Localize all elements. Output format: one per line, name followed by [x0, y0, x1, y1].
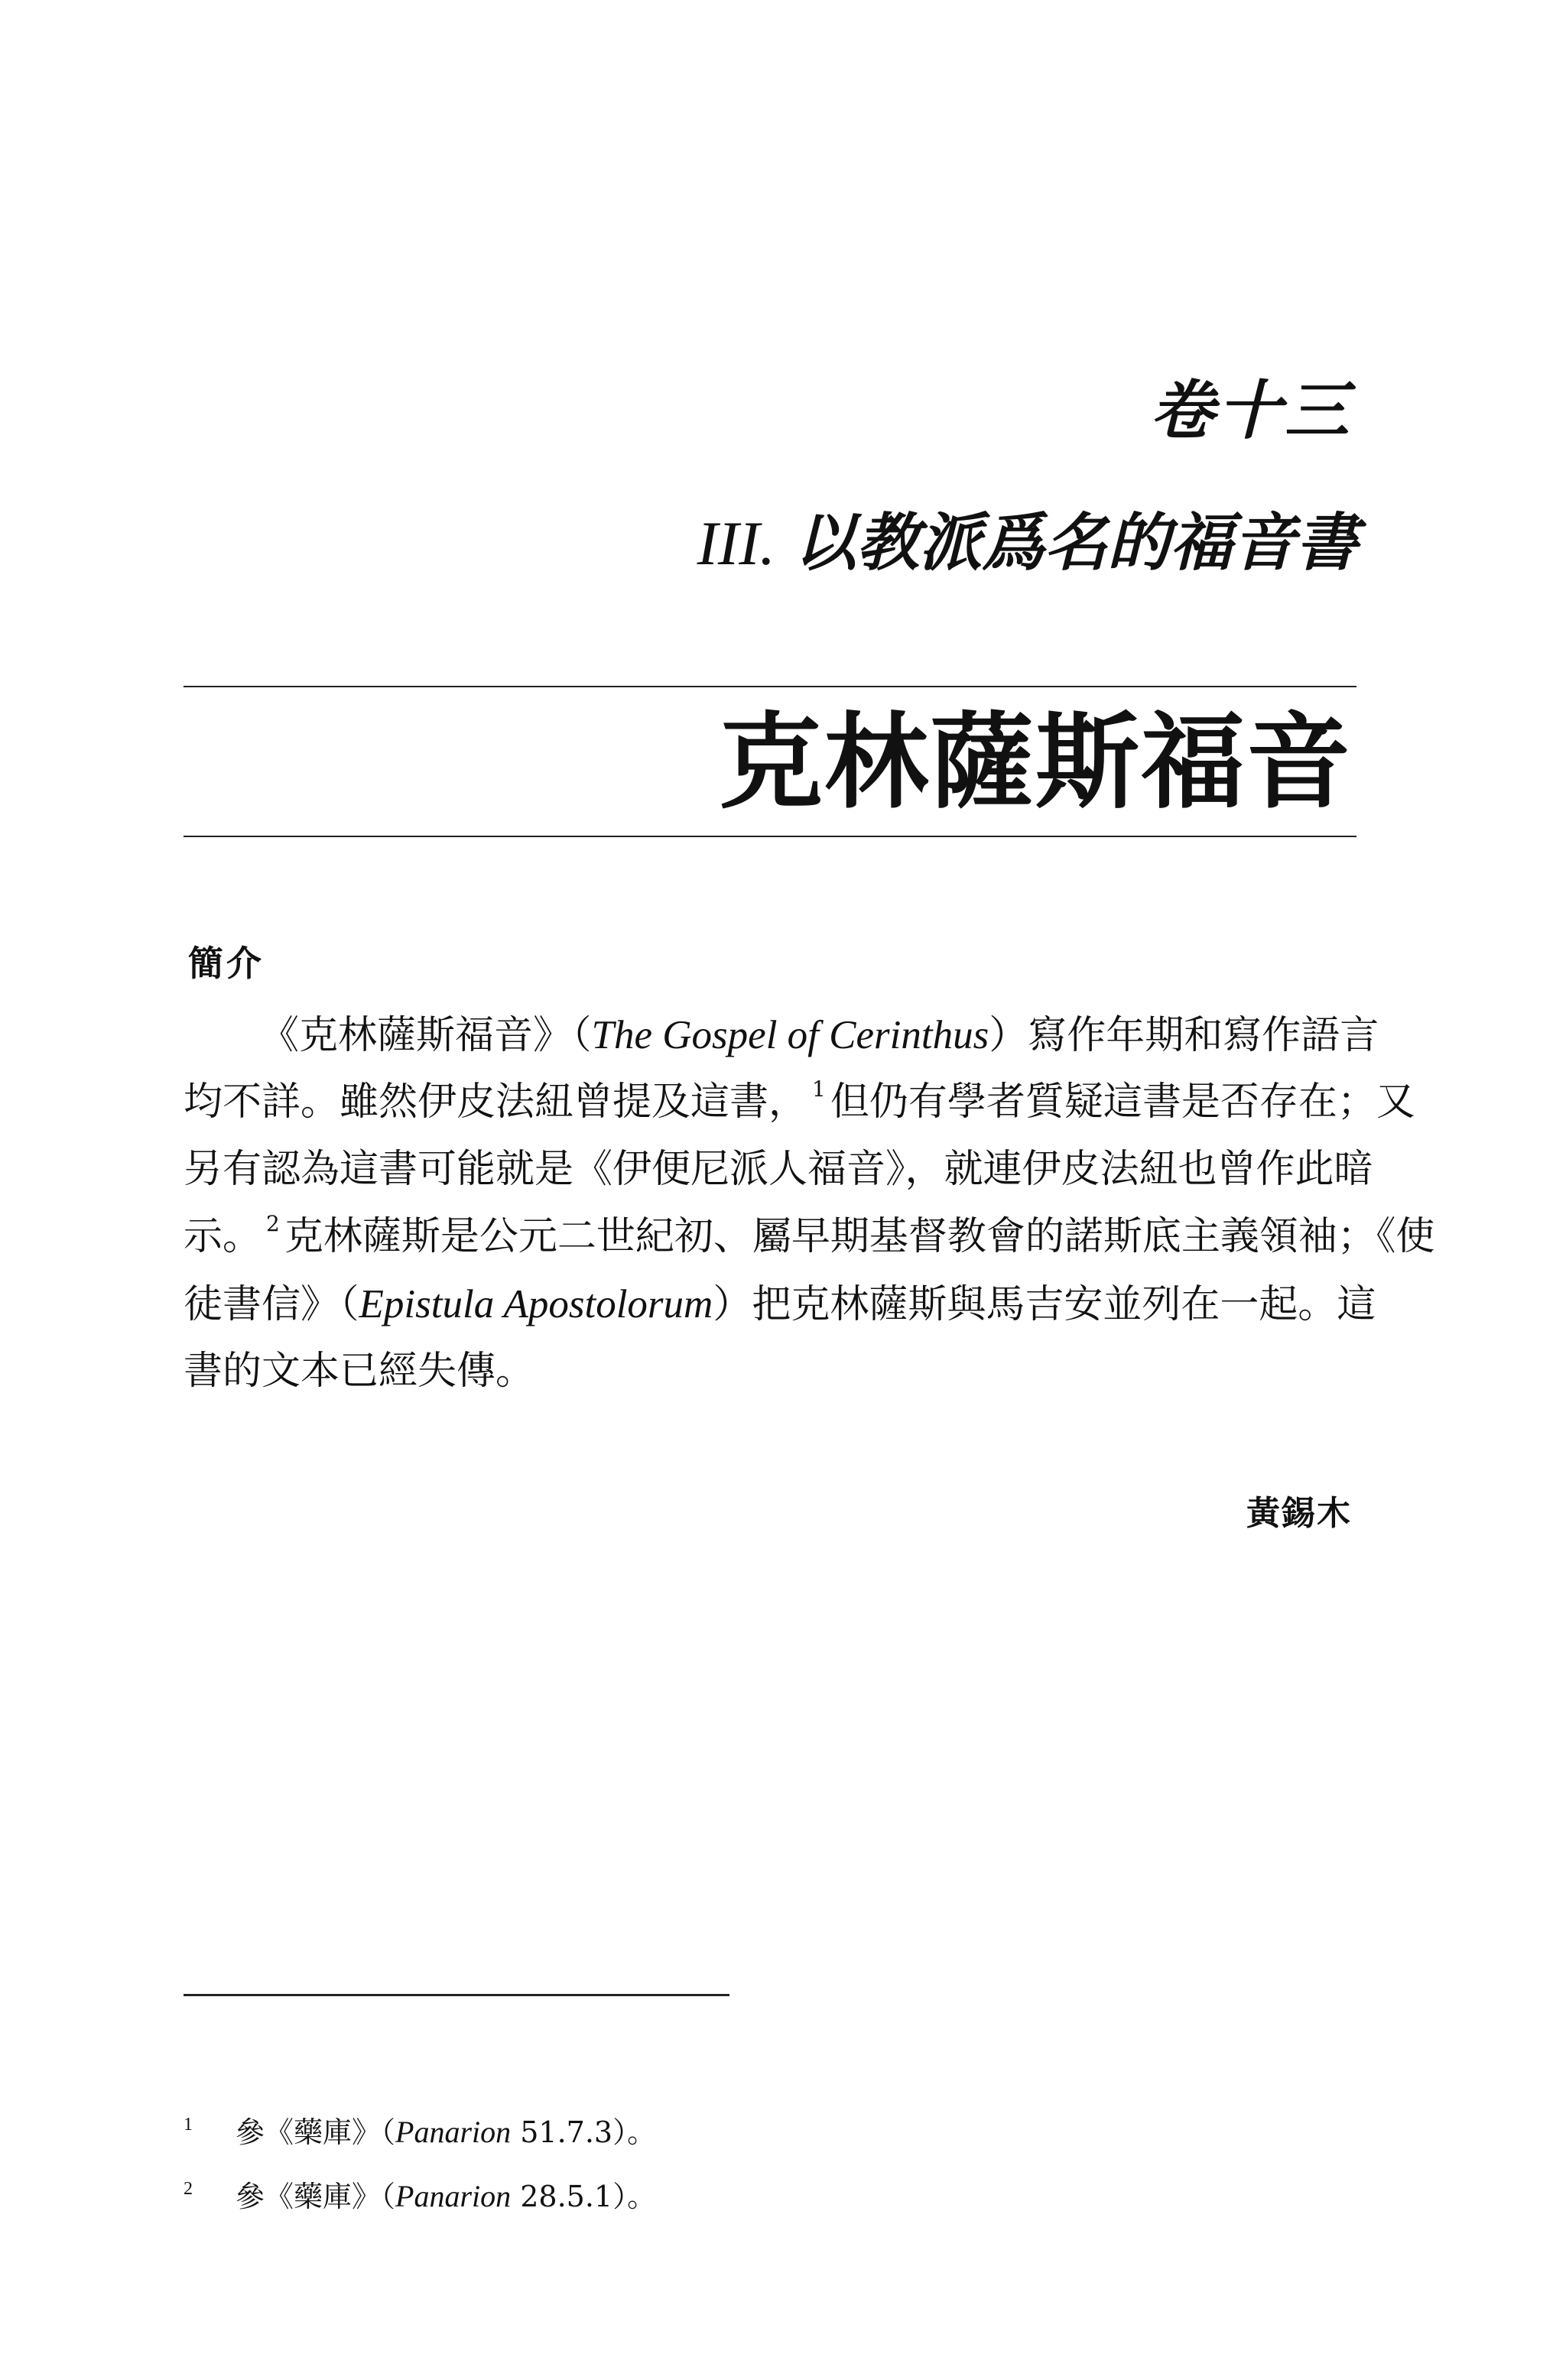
text-run: 參《藥庫》（: [236, 2180, 396, 2213]
paragraph-line: [184, 1002, 1379, 1069]
paragraph-line: 書的文本已經失傳。: [184, 1349, 535, 1394]
intro-heading: 簡介: [188, 943, 265, 984]
text-run: 但仍有學者質疑這書是否存在；又: [830, 1080, 1415, 1125]
text-run: 參《藥庫》（: [236, 2115, 396, 2149]
paragraph-line: [184, 1069, 1415, 1136]
text-run: 均不詳。雖然伊皮法紐曾提及這書，: [184, 1080, 808, 1125]
title-rule-bottom: [184, 836, 1356, 837]
author-name: 黃錫木: [1246, 1494, 1352, 1533]
intro-paragraph: [184, 1002, 1435, 1405]
paragraph-line: 另有認為這書可能就是《伊便尼派人福音》，就連伊皮法紐也曾作此暗: [184, 1147, 1373, 1192]
paragraph-line: [184, 1203, 1435, 1271]
page-title: 克林薩斯福音: [719, 703, 1352, 823]
section-title: 以教派爲名的福音書: [794, 506, 1358, 580]
italic-title: Panarion: [395, 2179, 512, 2213]
footnote-1: [184, 2106, 656, 2151]
footnote-marker: 2: [184, 2179, 193, 2199]
section-heading: [697, 493, 1358, 583]
volume-heading: 卷十三: [1149, 372, 1352, 448]
text-run: 28.5.1）。: [511, 2180, 657, 2213]
text-run: 《克林薩斯福音》（: [260, 1013, 592, 1058]
paragraph-line: [184, 1271, 1376, 1338]
section-numeral: III.: [697, 508, 775, 578]
text-run: 51.7.3）。: [511, 2115, 657, 2149]
text-run: 克林薩斯是公元二世紀初、屬早期基督教會的諾斯底主義領袖；《使: [284, 1214, 1435, 1259]
title-rule-top: [184, 686, 1356, 687]
italic-title: Epistula Apostolorum: [359, 1282, 713, 1326]
footnote-reference[interactable]: 2: [266, 1211, 280, 1236]
italic-title: Panarion: [395, 2115, 512, 2149]
text-run: ）寫作年期和寫作語言: [989, 1013, 1379, 1058]
footnote-reference[interactable]: 1: [812, 1076, 826, 1102]
text-run: 示。: [184, 1214, 262, 1259]
text-run: ）把克林薩斯與馬吉安並列在一起。這: [713, 1282, 1376, 1327]
text-run: 徒書信》（: [184, 1282, 359, 1327]
footnote-2: [184, 2170, 656, 2216]
footnote-marker: 1: [184, 2115, 193, 2135]
italic-title: The Gospel of Cerinthus: [591, 1013, 989, 1057]
footnote-divider: [184, 1994, 729, 1996]
